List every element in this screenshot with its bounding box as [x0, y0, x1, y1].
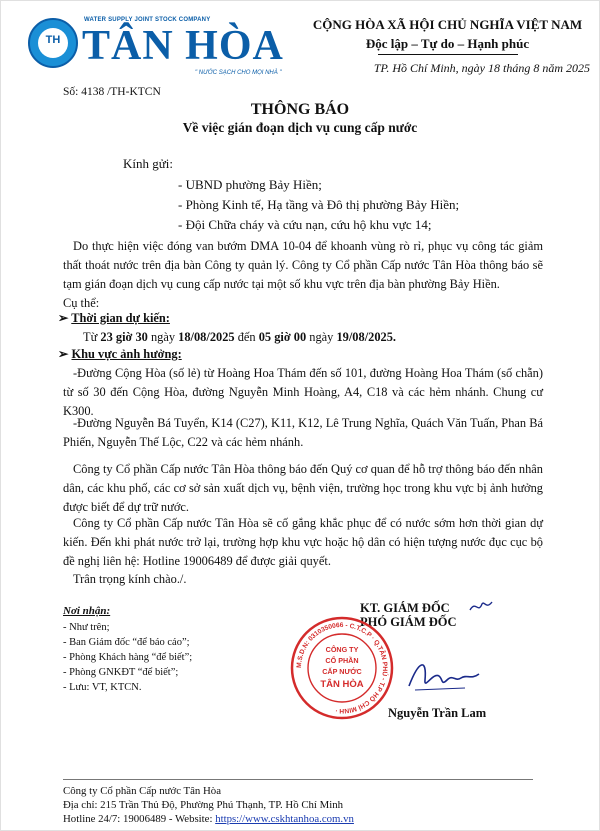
time-sep: ngày — [306, 330, 337, 344]
document-number: Số: 4138 /TH-KTCN — [63, 86, 161, 98]
stamp-line: CỔ PHẦN — [325, 656, 359, 665]
recipient-item: - Phòng Kinh tế, Hạ tầng và Đô thị phường Bảy Hiền; — [178, 197, 460, 212]
time-heading-label: Thời gian dự kiến: — [71, 311, 170, 325]
recipients-list-item: - Như trên; — [63, 622, 110, 633]
recipients-list-item: - Ban Giám đốc “để báo cáo”; — [63, 637, 190, 648]
stamp-line: TÂN HÒA — [320, 679, 364, 690]
nation-motto: Độc lập – Tự do – Hạnh phúc — [365, 36, 530, 51]
handwritten-signature — [405, 650, 485, 700]
document-title: THÔNG BÁO — [250, 101, 350, 118]
footer-address: Địa chỉ: 215 Trần Thủ Độ, Phường Phú Thạnh, TP. Hồ Chí Minh — [63, 799, 344, 811]
start-date: 18/08/2025 — [178, 330, 235, 344]
time-sep: ngày — [147, 330, 179, 344]
footer-hotline: Hotline 24/7: 19006489 - Website: — [63, 813, 216, 825]
area-item: -Đường Nguyễn Bá Tuyển, K14 (C27), K11, K12, Lê Trung Nghĩa, Quách Văn Tuấn, Phan Bá Phiến, Nguyễn Thế Lộc, C22 và các hẻm nhánh. — [63, 416, 543, 449]
recipient-item: - UBND phường Bảy Hiền; — [178, 177, 322, 192]
footer-company: Công ty Cổ phần Cấp nước Tân Hòa — [63, 785, 221, 797]
end-time: 05 giờ 00 — [258, 330, 307, 344]
intro-paragraph: Do thực hiện việc đóng van bướm DMA 10-04 để khoanh vùng rò rỉ, phục vụ công tác giảm thất thoát nước trên địa bàn Công ty quản lý. Công ty Cổ phần Cấp nước Tân Hòa thông báo sẽ tạm gián đoạn dịch vụ cung cấp nước tại một số khu vực trên địa bàn phường Bảy Hiền. — [63, 239, 543, 291]
support-paragraph: Công ty Cổ phần Cấp nước Tân Hòa sẽ cố gắng khắc phục để có nước sớm hơn thời gian dự kiến. Đến khi phát nước trở lại, trường hợp khu vực hoặc hộ dân có hiện tượng nước đục cục bộ đề nghị liên hệ: Hotline 19006489 để được giải quyết. — [63, 516, 543, 568]
end-date: 19/08/2025. — [336, 330, 397, 344]
recipients-list-item: - Phòng GNKĐT “để biết”; — [63, 667, 179, 678]
area-item: -Đường Cộng Hòa (số lẻ) từ Hoàng Hoa Thám đến số 101, đường Hoàng Hoa Thám (số chẵn) từ số 30 đến Cộng Hòa, đường Nguyễn Minh Hoàng, A4, C18 và các hẻm nhánh. Chung cư K300. — [63, 366, 543, 418]
time-sep: đến — [234, 330, 259, 344]
stamp-line: CÔNG TY — [325, 645, 359, 654]
dateline: TP. Hồ Chí Minh, ngày 18 tháng 8 năm 2025 — [373, 61, 590, 75]
closing: Trân trọng kính chào./. — [73, 572, 187, 586]
motto-underline — [378, 54, 518, 55]
area-heading: ➢ Khu vực ảnh hưởng: — [58, 347, 182, 361]
time-range — [83, 328, 543, 347]
recipients-list-item: - Lưu: VT, KTCN. — [63, 682, 142, 693]
document-subtitle: Về việc gián đoạn dịch vụ cung cấp nước — [182, 120, 418, 135]
footer-divider — [63, 779, 533, 780]
recipients-list-title: Nơi nhận: — [63, 605, 111, 617]
brand-slogan: " NƯỚC SẠCH CHO MỌI NHÀ " — [195, 70, 282, 76]
recipients-list-item: - Phòng Khách hàng “để biết”; — [63, 652, 193, 663]
detail-label: Cụ thể: — [63, 296, 100, 310]
recipient-item: - Đội Chữa cháy và cứu nạn, cứu hộ khu vực 14; — [178, 217, 432, 232]
time-prefix: Từ — [83, 330, 101, 344]
notice-paragraph: Công ty Cổ phần Cấp nước Tân Hòa thông báo đến Quý cơ quan để hỗ trợ thông báo đến nhân dân, các khu phố, các cơ sở sản xuất dịch vụ, bệnh viện, trường học trong khu vực bị ảnh hưởng được biết để dự trữ nước. — [63, 462, 543, 514]
signature-role: PHÓ GIÁM ĐỐC — [360, 615, 457, 629]
time-heading: ➢ Thời gian dự kiến: — [58, 311, 170, 325]
signature-title: KT. GIÁM ĐỐC — [360, 601, 450, 615]
signer-name: Nguyễn Trần Lam — [388, 706, 487, 720]
initial-mark — [468, 596, 494, 618]
company-stamp — [290, 616, 394, 720]
stamp-line: CẤP NƯỚC — [322, 667, 362, 676]
company-english-name: WATER SUPPLY JOINT STOCK COMPANY — [84, 17, 211, 23]
brand-name: TÂN HÒA — [82, 23, 284, 69]
website-link[interactable]: https://www.cskhtanhoa.com.vn — [215, 813, 354, 825]
footer-contact — [63, 813, 354, 825]
stamp-ring-text: M.S.D.N: 0310350066 - C.T.C.P · Q.TÂN PHÚ - T.P HỒ CHÍ MINH · — [295, 621, 389, 715]
start-time: 23 giờ 30 — [100, 330, 148, 344]
greeting: Kính gửi: — [123, 156, 174, 171]
nation-title: CỘNG HÒA XÃ HỘI CHỦ NGHĨA VIỆT NAM — [312, 17, 583, 32]
company-logo — [28, 18, 78, 68]
area-heading-label: Khu vực ảnh hưởng: — [71, 347, 182, 361]
logo-mark: TH — [45, 34, 61, 46]
